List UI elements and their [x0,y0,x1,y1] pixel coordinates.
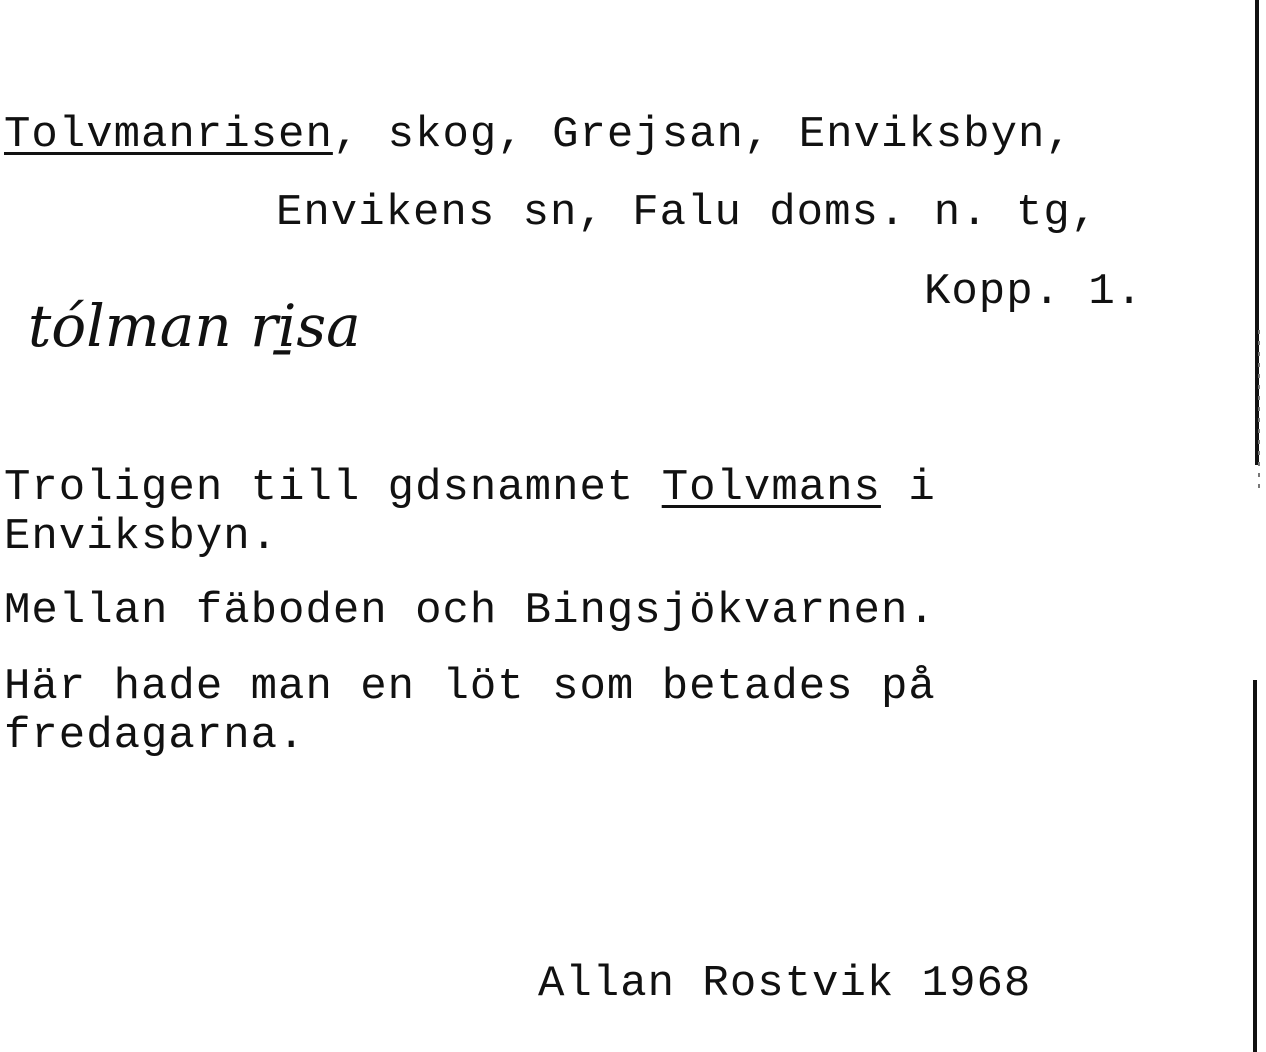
header-line-1-rest: , skog, Grejsan, Enviksbyn, [332,110,1073,160]
body-paragraph-1 [4,463,936,513]
body-paragraph-2: Mellan fäboden och Bingsjökvarnen. [4,586,936,636]
card-edge-dots [1258,330,1260,490]
header-line-1 [4,110,1073,160]
card-edge-bottom [1253,680,1257,1052]
body-paragraph-1-cont: Enviksbyn. [4,512,279,562]
pronunciation-text: tólman ri̱sa [28,292,361,360]
header-line-3: Kopp. 1. [924,267,1144,317]
body-p1-start: Troligen till gdsnamnet [4,463,662,513]
handwritten-pronunciation [28,282,488,372]
referenced-name: Tolvmans [661,463,881,513]
headword: Tolvmanrisen [4,110,333,160]
body-p1-end: i [880,463,936,513]
signature: Allan Rostvik 1968 [538,959,1032,1009]
header-line-2: Envikens sn, Falu doms. n. tg, [276,188,1099,238]
body-paragraph-3-cont: fredagarna. [4,711,306,761]
body-paragraph-3: Här hade man en löt som betades på [4,662,936,712]
